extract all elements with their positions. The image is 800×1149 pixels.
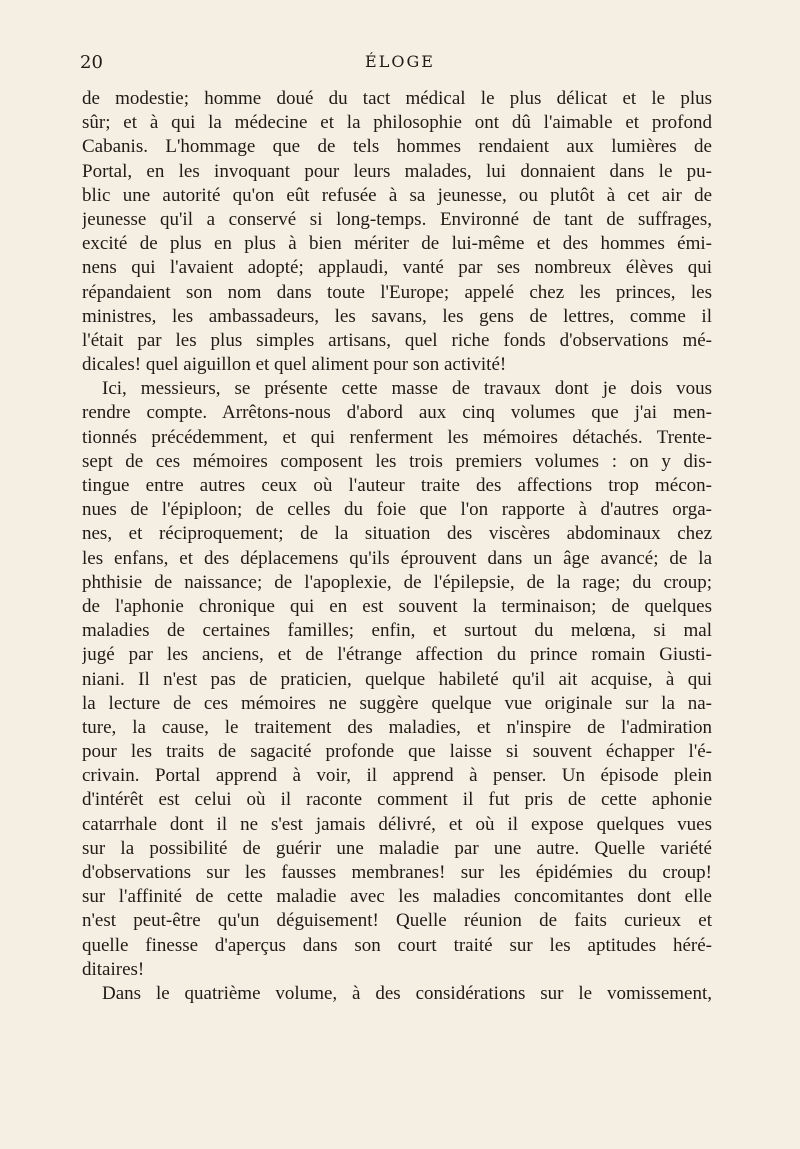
- text-line: Ici, messieurs, se présente cette masse de travaux dont je dois vous: [102, 378, 712, 400]
- running-head: ÉLOGE: [365, 52, 435, 71]
- text-line: rendre compte. Arrêtons-nous d'abord aux cinq volumes que j'ai men-: [82, 402, 712, 424]
- text-line: sûr; et à qui la médecine et la philosophie ont dû l'aimable et profond: [82, 112, 712, 134]
- text-line: maladies de certaines familles; enfin, et surtout du melœna, si mal: [82, 620, 712, 642]
- text-line: Portal, en les invoquant pour leurs malades, lui donnaient dans le pu-: [82, 160, 712, 182]
- text-line: catarrhale dont il ne s'est jamais délivré, et où il expose quelques vues: [82, 813, 712, 835]
- text-line: blic une autorité qu'on eût refusée à sa jeunesse, ou plutôt à cet air de: [82, 184, 712, 206]
- text-line: n'est peut-être qu'un déguisement! Quelle réunion de faits curieux et: [82, 910, 712, 932]
- text-line: pour les traits de sagacité profonde que laisse si souvent échapper l'é-: [82, 741, 712, 763]
- text-line: quelle finesse d'aperçus dans son court traité sur les aptitudes héré-: [82, 934, 712, 956]
- page-header: [80, 52, 720, 78]
- text-line: d'observations sur les fausses membranes! sur les épidémies du croup!: [82, 862, 712, 883]
- text-line: nes, et réciproquement; de la situation des viscères abdominaux chez: [82, 523, 712, 545]
- text-line: sept de ces mémoires composent les trois premiers volumes : on y dis-: [82, 450, 712, 472]
- text-line: crivain. Portal apprend à voir, il apprend à penser. Un épisode plein: [82, 765, 712, 787]
- text-line: niani. Il n'est pas de praticien, quelque habileté qu'il ait acquise, à qui: [82, 668, 712, 690]
- text-line: Dans le quatrième volume, à des considérations sur le vomissement,: [102, 982, 712, 1004]
- text-line: nens qui l'avaient adopté; applaudi, vanté par ses nombreux élèves qui: [82, 257, 712, 279]
- text-line: sur la possibilité de guérir une maladie par une autre. Quelle variété: [82, 837, 712, 859]
- text-line: nues de l'épiploon; de celles du foie que l'on rapporte à d'autres orga-: [82, 499, 712, 521]
- text-line: sur l'affinité de cette maladie avec les maladies concomitantes dont elle: [82, 886, 712, 908]
- text-line: jeunesse qu'il a conservé si long-temps. Environné de tant de suffrages,: [82, 208, 712, 230]
- text-line: dicales! quel aiguillon et quel aliment pour son activité!: [82, 354, 507, 376]
- text-line: excité de plus en plus à bien mériter de lui-même et des hommes émi-: [82, 233, 712, 255]
- text-line: les enfans, et des déplacemens qu'ils éprouvent dans un âge avancé; de la: [82, 547, 712, 569]
- text-line: jugé par les anciens, et de l'étrange affection du prince romain Giusti-: [82, 644, 712, 666]
- text-line: de modestie; homme doué du tact médical le plus délicat et le plus: [82, 88, 712, 109]
- text-line: ture, la cause, le traitement des maladies, et n'inspire de l'admiration: [82, 716, 712, 738]
- text-line: répandaient son nom dans toute l'Europe; appelé chez les princes, les: [82, 281, 712, 303]
- text-line: tionnés précédemment, et qui renferment les mémoires détachés. Trente-: [82, 426, 712, 448]
- text-line: d'intérêt est celui où il raconte comment il fut pris de cette aphonie: [82, 789, 712, 811]
- text-line: l'était par les plus simples artisans, quel riche fonds d'observations mé-: [82, 329, 712, 351]
- text-line: phthisie de naissance; de l'apoplexie, de l'épilepsie, de la rage; du croup;: [82, 571, 712, 593]
- text-line: Cabanis. L'hommage que de tels hommes rendaient aux lumières de: [82, 136, 712, 158]
- text-line: ministres, les ambassadeurs, les savans, les gens de lettres, comme il: [82, 305, 712, 327]
- text-line: tingue entre autres ceux où l'auteur traite des affections trop mécon-: [82, 475, 712, 496]
- text-line: la lecture de ces mémoires ne suggère quelque vue originale sur la na-: [82, 692, 712, 714]
- body-text: [82, 87, 712, 1006]
- page-number: 20: [80, 52, 103, 73]
- text-line: de l'aphonie chronique qui en est souvent la terminaison; de quelques: [82, 595, 712, 617]
- text-line: ditaires!: [82, 958, 145, 980]
